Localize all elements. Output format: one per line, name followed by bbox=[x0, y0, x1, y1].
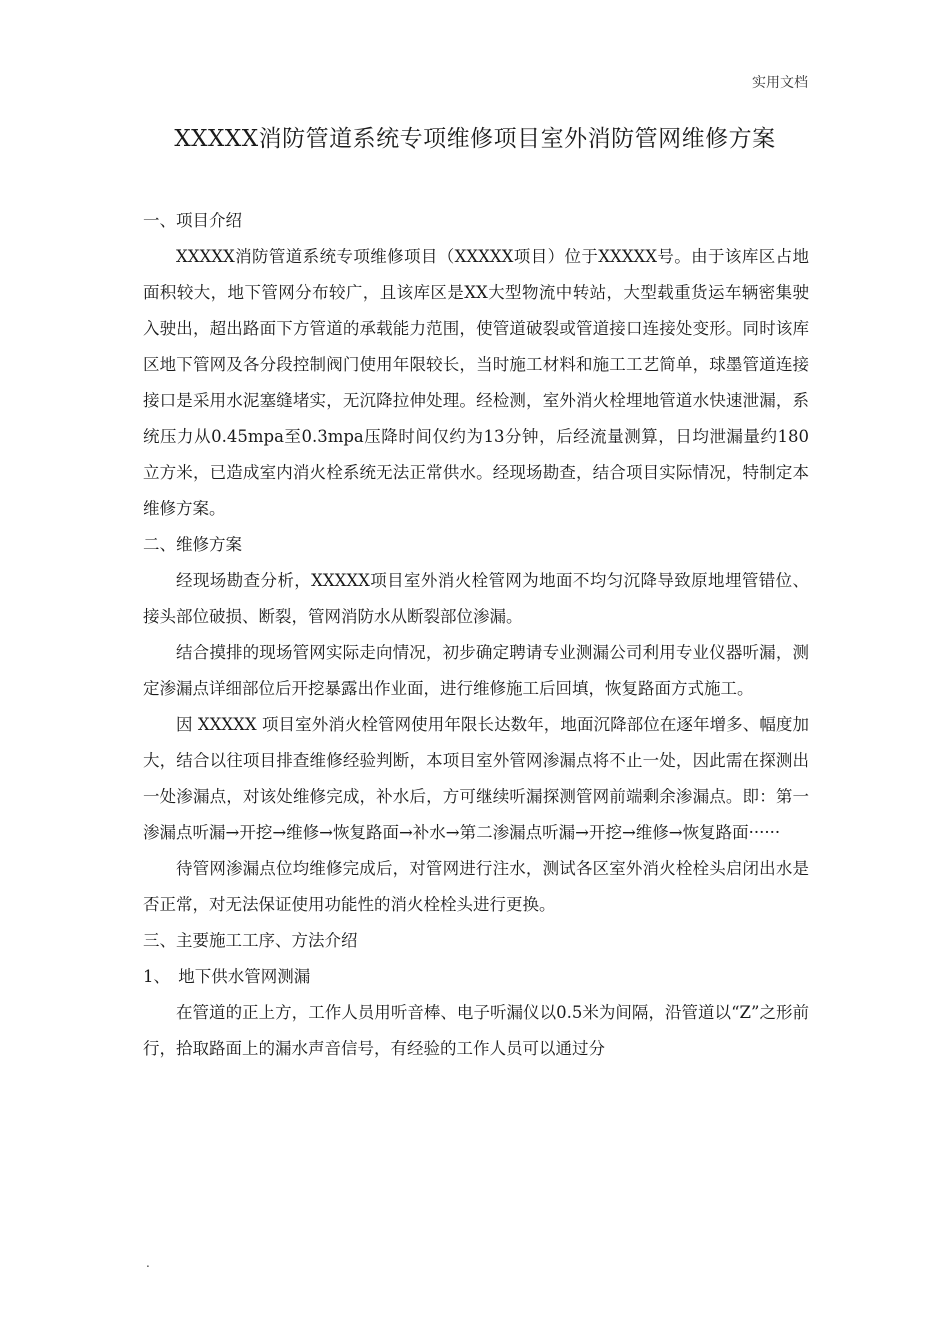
paragraph-sequence: 因 XXXXX 项目室外消火栓管网使用年限长达数年，地面沉降部位在逐年增多、幅度加大，结合以往项目排查维修经验判断，本项目室外管网渗漏点将不止一处，因此需在探测出一处渗漏点，对该处维修完成，补水后，方可继续听漏探测管网前端剩余渗漏点。即：第一渗漏点听漏→开挖→维修→恢复路面→补水→第二渗漏点听漏→开挖→维修→恢复路面······ bbox=[143, 715, 809, 842]
section-heading-repair-plan: 二、维修方案 bbox=[143, 535, 242, 554]
paragraph-analysis: 经现场勘查分析，XXXXX项目室外消火栓管网为地面不均匀沉降导致原地埋管错位、接头部位破损、断裂，管网消防水从断裂部位渗漏。 bbox=[143, 571, 809, 626]
section-heading-intro: 一、项目介绍 bbox=[143, 211, 242, 230]
footer-mark: . bbox=[146, 1256, 150, 1270]
document-body bbox=[143, 203, 809, 1067]
paragraph-method: 结合摸排的现场管网实际走向情况，初步确定聘请专业测漏公司利用专业仪器听漏，测定渗漏点详细部位后开挖暴露出作业面，进行维修施工后回填，恢复路面方式施工。 bbox=[143, 643, 809, 698]
subsection-heading-leak-detection: 1、 地下供水管网测漏 bbox=[143, 967, 311, 986]
header-label: 实用文档 bbox=[752, 75, 808, 91]
section-heading-procedures: 三、主要施工工序、方法介绍 bbox=[143, 931, 358, 950]
paragraph-intro: XXXXX消防管道系统专项维修项目（XXXXX项目）位于XXXXX号。由于该库区占地面积较大，地下管网分布较广，且该库区是XX大型物流中转站，大型载重货运车辆密集驶入驶出，超出路面下方管道的承载能力范围，使管道破裂或管道接口连接处变形。同时该库区地下管网及各分段控制阀门使用年限较长，当时施工材料和施工工艺简单，球墨管道连接接口是采用水泥塞缝堵实，无沉降拉伸处理。经检测，室外消火栓埋地管道水快速泄漏，系统压力从0.45mpa至0.3mpa压降时间仅约为13分钟，后经流量测算，日均泄漏量约180立方米，已造成室内消火栓系统无法正常供水。经现场勘查，结合项目实际情况，特制定本维修方案。 bbox=[143, 247, 809, 518]
paragraph-leak-detection: 在管道的正上方，工作人员用听音棒、电子听漏仪以0.5米为间隔，沿管道以“Z”之形前行，拾取路面上的漏水声音信号，有经验的工作人员可以通过分 bbox=[143, 1003, 809, 1058]
document-title: XXXXX消防管道系统专项维修项目室外消防管网维修方案 bbox=[174, 126, 776, 152]
paragraph-testing: 待管网渗漏点位均维修完成后，对管网进行注水，测试各区室外消火栓栓头启闭出水是否正常，对无法保证使用功能性的消火栓栓头进行更换。 bbox=[143, 859, 809, 914]
